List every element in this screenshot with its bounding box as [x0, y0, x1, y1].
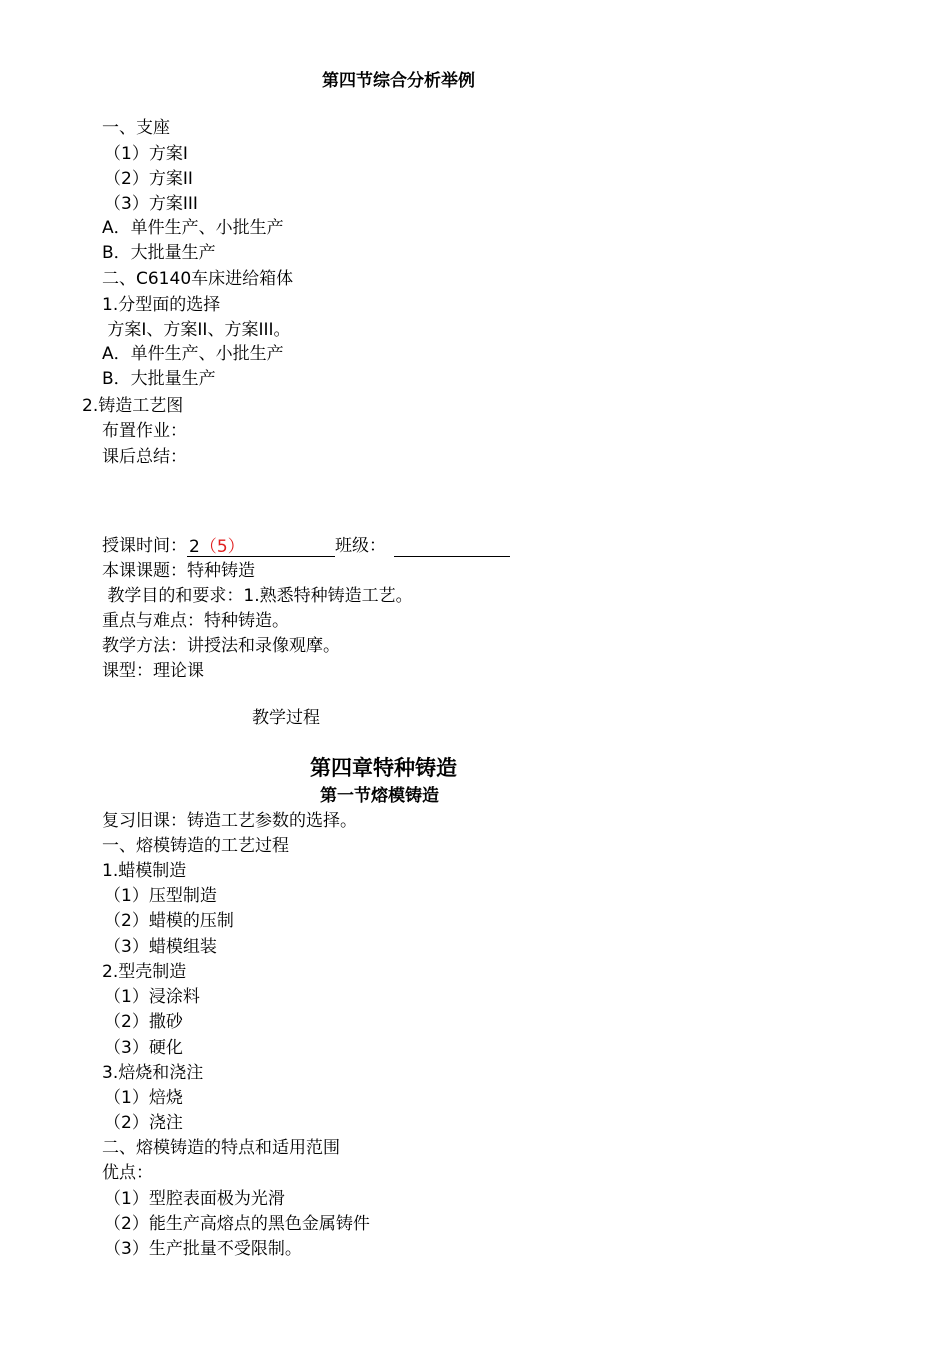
lesson-key: 重点与难点：特种铸造。 — [102, 611, 289, 631]
list-item: 布置作业： — [102, 421, 187, 441]
list-item: （3）生产批量不受限制。 — [104, 1239, 302, 1259]
list-item: （1）压型制造 — [104, 886, 217, 906]
list-item: （1）浸涂料 — [104, 987, 200, 1007]
time-value: 2 — [189, 537, 200, 557]
class-field — [394, 536, 510, 557]
list-item: （3）蜡模组装 — [104, 937, 217, 957]
time-label: 授课时间： — [102, 536, 187, 556]
list-item: A．单件生产、小批生产 — [102, 344, 284, 364]
list-item: （2）方案II — [104, 169, 193, 189]
chapter-section-title: 第一节熔模铸造 — [320, 786, 439, 806]
list-item: 3.焙烧和浇注 — [102, 1063, 204, 1083]
list-item: 2.铸造工艺图 — [82, 396, 184, 416]
list-item: B．大批量生产 — [102, 243, 216, 263]
list-item: （3）方案III — [104, 194, 198, 214]
lesson-process: 教学过程 — [252, 708, 320, 728]
lesson-topic: 本课课题：特种铸造 — [102, 561, 255, 581]
list-item: 二、熔模铸造的特点和适用范围 — [102, 1138, 340, 1158]
list-item: 1.分型面的选择 — [102, 295, 221, 315]
list-item: 二、C6140车床进给箱体 — [102, 269, 294, 289]
lesson-goal: 教学目的和要求：1.熟悉特种铸造工艺。 — [102, 586, 413, 606]
lesson-type: 课型：理论课 — [102, 661, 204, 681]
lesson-time-row — [102, 535, 510, 557]
list-item: （3）硬化 — [104, 1038, 183, 1058]
list-item: （1）焙烧 — [104, 1088, 183, 1108]
class-label: 班级： — [335, 536, 386, 556]
list-item: 一、熔模铸造的工艺过程 — [102, 836, 289, 856]
list-item: （2）撒砂 — [104, 1012, 183, 1032]
section-title: 第四节综合分析举例 — [322, 71, 475, 91]
list-item: （2）浇注 — [104, 1113, 183, 1133]
list-item: 一、支座 — [102, 118, 170, 138]
list-item: 方案I、方案II、方案III。 — [102, 320, 291, 340]
chapter-title: 第四章特种铸造 — [310, 756, 457, 780]
list-item: 2.型壳制造 — [102, 962, 187, 982]
list-item: A．单件生产、小批生产 — [102, 218, 284, 238]
list-item: 1.蜡模制造 — [102, 861, 187, 881]
list-item: B．大批量生产 — [102, 369, 216, 389]
list-item: （2）蜡模的压制 — [104, 911, 234, 931]
list-item: 复习旧课：铸造工艺参数的选择。 — [102, 811, 357, 831]
time-field — [187, 536, 335, 557]
time-red-note: （5） — [199, 537, 245, 557]
lesson-method: 教学方法：讲授法和录像观摩。 — [102, 636, 340, 656]
list-item: （1）方案I — [104, 144, 188, 164]
list-item: 课后总结： — [102, 447, 187, 467]
list-item: （1）型腔表面极为光滑 — [104, 1189, 285, 1209]
list-item: 优点： — [102, 1163, 153, 1183]
list-item: （2）能生产高熔点的黑色金属铸件 — [104, 1214, 370, 1234]
